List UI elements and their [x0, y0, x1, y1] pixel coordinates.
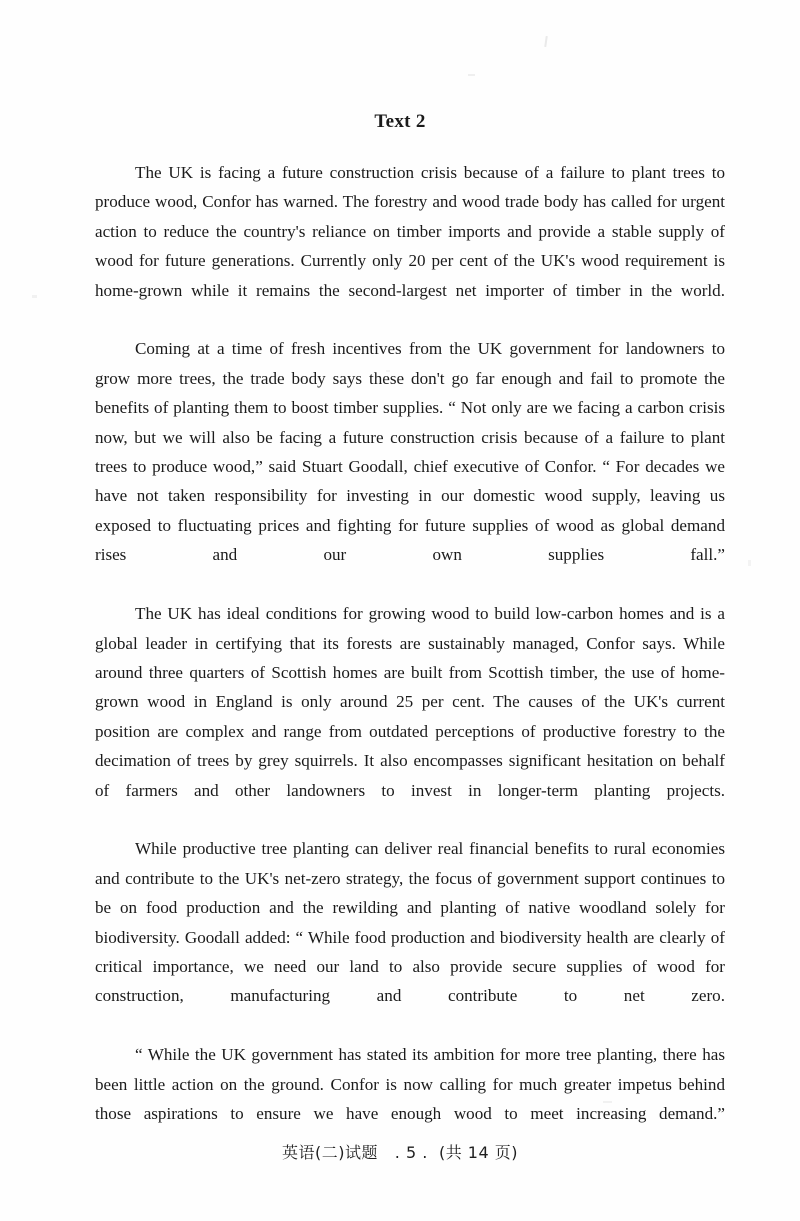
paragraph-2: Coming at a time of fresh incentives from the UK government for landowners to grow more trees, the trade body says these don't go far enough and fail to promote the benefits of planting them to boost timber supplies. “ Not only are we facing a carbon crisis now, but we will also be facing a future construction crisis because of a failure to plant trees to produce wood,” said Stuart Goodall, chief executive of Confor. “ For decades we have not taken responsibility for investing in our domestic wood supply, leaving us exposed to fluctuating prices and fighting for future supplies of wood as global demand rises and our own supplies fall.” — [95, 339, 725, 565]
page-title: Text 2 — [374, 110, 426, 132]
paragraph-3: The UK has ideal conditions for growing wood to build low-carbon homes and is a global leader in certifying that its forests are sustainably managed, Confor says. While around three quarters of Scottish homes are built from Scottish timber, the use of home-grown wood in England is only around 25 per cent. The causes of the UK's current position are complex and range from outdated perceptions of productive forestry to the decimation of trees by grey squirrels. It also encompasses significant hesitation on behalf of farmers and other landowners to invest in longer-term planting projects. — [95, 604, 725, 800]
paragraph-4: While productive tree planting can deliver real financial benefits to rural economies and contribute to the UK's net-zero strategy, the focus of government support continues to be on food production and the rewilding and planting of native woodland solely for biodiversity. Goodall added: “ While food production and biodiversity health are clearly of critical importance, we need our land to also provide secure supplies of wood for construction, manufacturing and contribute to net zero. — [95, 839, 725, 1006]
footer-subject: 英语(二)试题 — [282, 1143, 378, 1162]
footer-page-number: . 5 . — [394, 1143, 428, 1162]
page-footer — [0, 1140, 800, 1163]
reading-passage — [95, 158, 725, 1158]
scan-artifact — [32, 295, 37, 298]
paragraph-1: The UK is facing a future construction crisis because of a failure to plant trees to produce wood, Confor has warned. The forestry and wood trade body has called for urgent action to reduce the country's reliance on timber imports and provide a stable supply of wood for future generations. Currently only 20 per cent of the UK's wood requirement is home-grown while it remains the second-largest net importer of timber in the world. — [95, 163, 725, 300]
footer-total-pages: (共 14 页) — [438, 1143, 518, 1162]
scan-artifact — [748, 560, 751, 566]
paragraph-5: “ While the UK government has stated its ambition for more tree planting, there has been little action on the ground. Confor is now calling for much greater impetus behind those aspirations to ensure we have enough wood to meet increasing demand.” — [95, 1045, 725, 1123]
scan-artifact — [544, 36, 548, 47]
scan-artifact — [468, 74, 475, 76]
